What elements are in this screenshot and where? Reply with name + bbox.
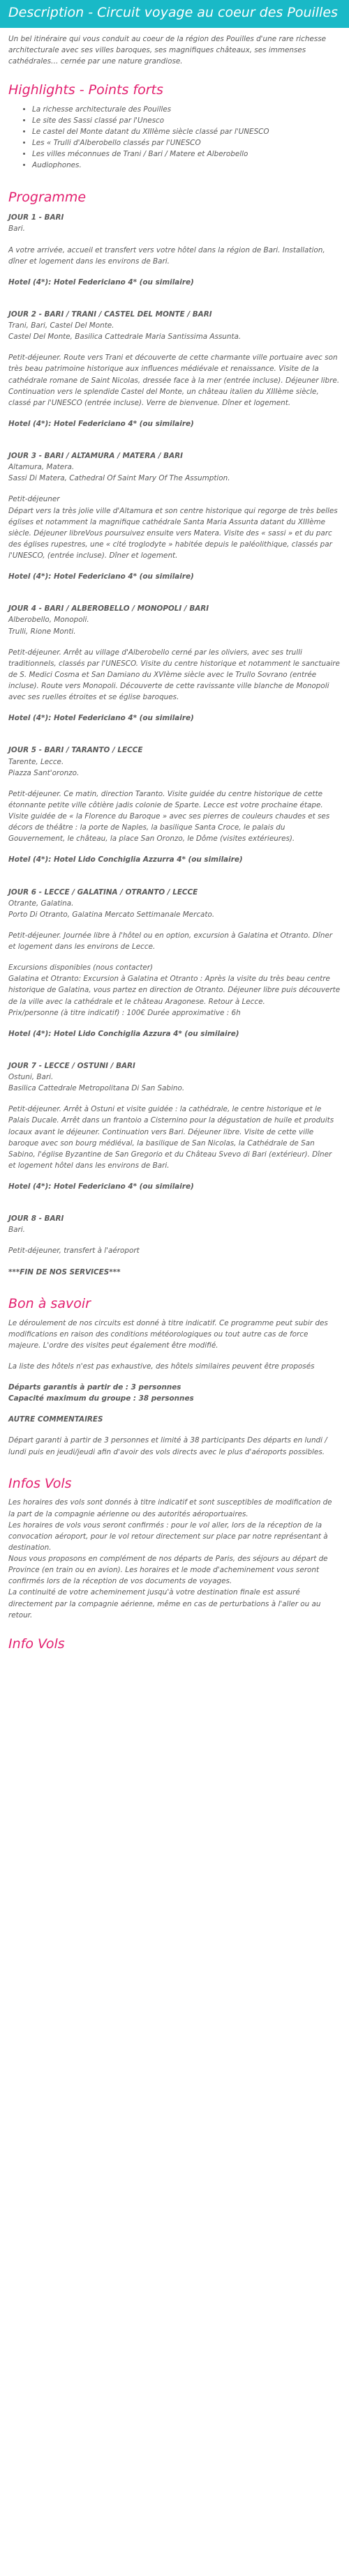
day-description: Départ vers la très jolie ville d'Altamura et son centre historique qui regorge de très belles églises et notamment la magnifique cathédrale Santa Maria Assunta datant du XIIIème siècle. Déjeuner libreVous poursuivez ensuite vers Matera. Visite des « sassi » et du parc des églises rupestres, une « cité troglodyte » habitée depuis le paléolithique, classés par l'UNESCO, (entrée incluse). Dîner et logement. <box>8 506 338 561</box>
day-hotel: Hotel (4*): Hotel Federiciano 4* (ou similaire) <box>8 572 194 581</box>
day-title: JOUR 3 - BARI / ALTAMURA / MATERA / BARI <box>8 452 183 461</box>
highlight-item: • Les villes méconnues de Trani / Bari / Matere et Alberobello <box>32 148 341 160</box>
day-hotel: Hotel (4*): Hotel Lido Conchiglia Azzura 4* (ou similaire) <box>8 1029 239 1038</box>
day-hotel: Hotel (4*): Hotel Federiciano 4* (ou similaire) <box>8 1182 194 1191</box>
day-title: JOUR 1 - BARI <box>8 213 64 222</box>
day-5 <box>8 745 341 865</box>
day-sites: Porto Di Otranto, Galatina Mercato Settimanale Mercato. <box>8 910 215 919</box>
day-sites: Castel Del Monte, Basilica Cattedrale Maria Santissima Assunta. <box>8 333 242 342</box>
day-hotel: Hotel (4*): Hotel Lido Conchiglia Azzurra 4* (ou similaire) <box>8 855 243 864</box>
day-1 <box>8 212 341 288</box>
day-hotel: Hotel (4*): Hotel Federiciano 4* (ou similaire) <box>8 277 194 287</box>
day-description: Petit-déjeuner, transfert à l'aéroport <box>8 1247 140 1256</box>
highlights-list <box>8 104 341 172</box>
excursion-price: Prix/personne (à titre indicatif) : 100€ Durée approximative : 6h <box>8 1008 241 1017</box>
day-description: A votre arrivée, accueil et transfert vers votre hôtel dans la région de Bari. Installation, dîner et logement dans les environs de Bari. <box>8 245 325 266</box>
page-title: Description - Circuit voyage au coeur des Pouilles <box>0 0 349 28</box>
day-6 <box>8 887 341 1039</box>
highlight-item: • La richesse architecturale des Pouilles <box>32 104 341 115</box>
infos-vols-text: La continuité de votre acheminement jusqu'à votre destination finale est assuré directement par la compagnie aérienne, même en cas de perturbations à l'aller ou au retour. <box>8 1588 321 1619</box>
day-places: Bari. <box>8 224 25 234</box>
day-places: Altamura, Matera. <box>8 463 75 472</box>
day-places: Bari. <box>8 1226 25 1235</box>
day-description: Petit-déjeuner. Route vers Trani et découverte de cette charmante ville portuaire avec son très beau patrimoine historique aux influences médiévale et renaissance. Visite de la cathédrale romane de Saint Nicolas, dressée face à la mer (entrée incluse). Déjeuner libre. Continuation vers le splendide Castel del Monte, un château italien du XIIIème siècle, classé par l'UNESCO (entrée incluse). Verre de bienvenue. Dîner et logement. <box>8 353 340 407</box>
hotels-note: La liste des hôtels n'est pas exhaustive, des hôtels similaires peuvent être proposés <box>8 1362 315 1371</box>
highlight-item: • Audiophones. <box>32 160 341 171</box>
day-hotel: Hotel (4*): Hotel Federiciano 4* (ou similaire) <box>8 419 194 428</box>
infos-vols-title: Infos Vols <box>8 1475 72 1491</box>
day-description: Petit-déjeuner. Ce matin, direction Taranto. Visite guidée du centre historique de cette étonnante petite ville côtière jadis colonie de Sparte. Lecce est votre prochaine étape. Visite guidée de « la Florence du Baroque » avec ses pierres de couleurs chaudes et ses décors de théâtre : la porte de Naples, la basilique Santa Croce, le palais du Gouvernement, le château, la place San Oronzo, le Dôme (visites extérieures). <box>8 789 330 844</box>
day-8 <box>8 1213 341 1278</box>
day-places: Alberobello, Monopoli. <box>8 616 89 625</box>
day-description: Petit-déjeuner. Arrêt à Ostuni et visite guidée : la cathédrale, le centre historique et le Palais Ducale. Arrêt dans un frantoio a Cisternino pour la dégustation de huile et produits locaux avant le déjeuner. Continuation vers Bari. Déjeuner libre. Visite de cette ville baroque avec son bourg médiéval, la basilique de San Nicolas, la Cathédrale de San Sabino, l'église Byzantine de San Gregorio et du Château Svevo di Bari (extérieur). Dîner et logement hôtel dans les environs de Bari. <box>8 1105 334 1170</box>
bon-a-savoir-title: Bon à savoir <box>8 1295 91 1311</box>
day-title: JOUR 8 - BARI <box>8 1214 64 1224</box>
day-7 <box>8 1060 341 1192</box>
day-places: Tarente, Lecce. <box>8 757 64 766</box>
day-description: Petit-déjeuner. Journée libre à l'hôtel ou en option, excursion à Galatina et Otranto. Dîner et logement dans les environs de Lecce. <box>8 931 333 952</box>
infos-vols-text: Nous vous proposons en complément de nos départs de Paris, des séjours au départ de Province (en train ou en avion). Les horaires et le mode d'acheminement vous seront confirmés lors de la réception de vos documents de voyages. <box>8 1555 328 1586</box>
day-3 <box>8 450 341 582</box>
excursion-description: Galatina et Otranto: Excursion à Galatina et Otranto : Après la visite du très beau centre historique de Galatina, vous partez en direction de Otranto. Déjeuner libre puis découverte de la ville avec la cathédrale et le château Aragonese. Retour à Lecce. <box>8 975 341 1006</box>
day-sites: Sassi Di Matera, Cathedral Of Saint Mary Of The Assumption. <box>8 474 230 483</box>
day-sites: Basilica Cattedrale Metropolitana Di San Sabino. <box>8 1084 185 1093</box>
departs-garantis: Départs garantis à partir de : 3 personnes <box>8 1383 181 1392</box>
highlight-item: • Le site des Sassi classé par l'Unesco <box>32 115 341 126</box>
programme-title: Programme <box>8 189 87 205</box>
day-sites: Trulli, Rione Monti. <box>8 627 76 636</box>
day-description: Petit-déjeuner. Arrêt au village d'Alberobello cerné par les oliviers, avec ses trulli traditionnels, classés par l'UNESCO. Visite du centre historique et notamment le sanctuaire de S. Medici Cosma et San Damiano du XVIème siècle avec le Trullo Sovrano (entrée incluse). Route vers Monopoli. Découverte de cette ravissante ville blanche de Monopoli avec ses ruelles étroites et se église baroques. <box>8 648 340 702</box>
autre-commentaires-title: AUTRE COMMENTAIRES <box>8 1415 103 1424</box>
day-title: JOUR 4 - BARI / ALBEROBELLO / MONOPOLI / BARI <box>8 604 209 613</box>
info-vols-title: Info Vols <box>8 1636 65 1652</box>
intro-text: Un bel itinéraire qui vous conduit au coeur de la région des Pouilles d'une rare richesse architecturale avec ses villes baroques, ses magnifiques châteaux, ses immenses cathédrales… cernée par une nature grandiose. <box>8 34 327 66</box>
day-sites: Piazza Sant'oronzo. <box>8 768 80 777</box>
day-hotel: Hotel (4*): Hotel Federiciano 4* (ou similaire) <box>8 714 194 723</box>
infos-vols-text: Les horaires des vols sont donnés à titre indicatif et sont susceptibles de modification de la part de la compagnie aérienne ou des autorités aéroportuaires. <box>8 1498 332 1518</box>
day-2 <box>8 309 341 429</box>
highlight-item: • Le castel del Monte datant du XIIIème siècle classé par l'UNESCO <box>32 126 341 137</box>
day-title: JOUR 2 - BARI / TRANI / CASTEL DEL MONTE / BARI <box>8 310 212 319</box>
day-4 <box>8 603 341 724</box>
highlights-title: Highlights - Points forts <box>8 82 163 98</box>
day-places: Trani, Bari, Castel Del Monte. <box>8 321 114 330</box>
day-title: JOUR 6 - LECCE / GALATINA / OTRANTO / LECCE <box>8 887 198 897</box>
infos-vols-text: Les horaires de vols vous seront confirmés : pour le vol aller, lors de la réception de la convocation aéroport, pour le vol retour directement sur place par notre représentant à destination. <box>8 1521 328 1552</box>
bon-a-savoir-text: Le déroulement de nos circuits est donné à titre indicatif. Ce programme peut subir des modifications en raison des conditions météorologiques ou tout autre cas de force majeure. L'ordre des visites peut également être modifié. <box>8 1318 328 1350</box>
day-places: Ostuni, Bari. <box>8 1073 54 1082</box>
excursions-heading: Excursions disponibles (nous contacter) <box>8 963 154 973</box>
highlight-item: • Les « Trulli d'Alberobello classés par l'UNESCO <box>32 137 341 148</box>
day-breakfast: Petit-déjeuner <box>8 495 60 504</box>
day-title: JOUR 5 - BARI / TARANTO / LECCE <box>8 746 143 755</box>
capacite-max: Capacité maximum du groupe : 38 personnes <box>8 1394 194 1403</box>
day-title: JOUR 7 - LECCE / OSTUNI / BARI <box>8 1061 135 1070</box>
end-of-services: ***FIN DE NOS SERVICES*** <box>8 1267 121 1276</box>
autre-commentaires-text: Départ garanti à partir de 3 personnes et limité à 38 participants Des départs en lundi / lundi puis en jeudi/jeudi afin d'avoir des vols directs avec le plus d'aéroports possibles. <box>8 1436 327 1456</box>
day-places: Otrante, Galatina. <box>8 899 74 908</box>
